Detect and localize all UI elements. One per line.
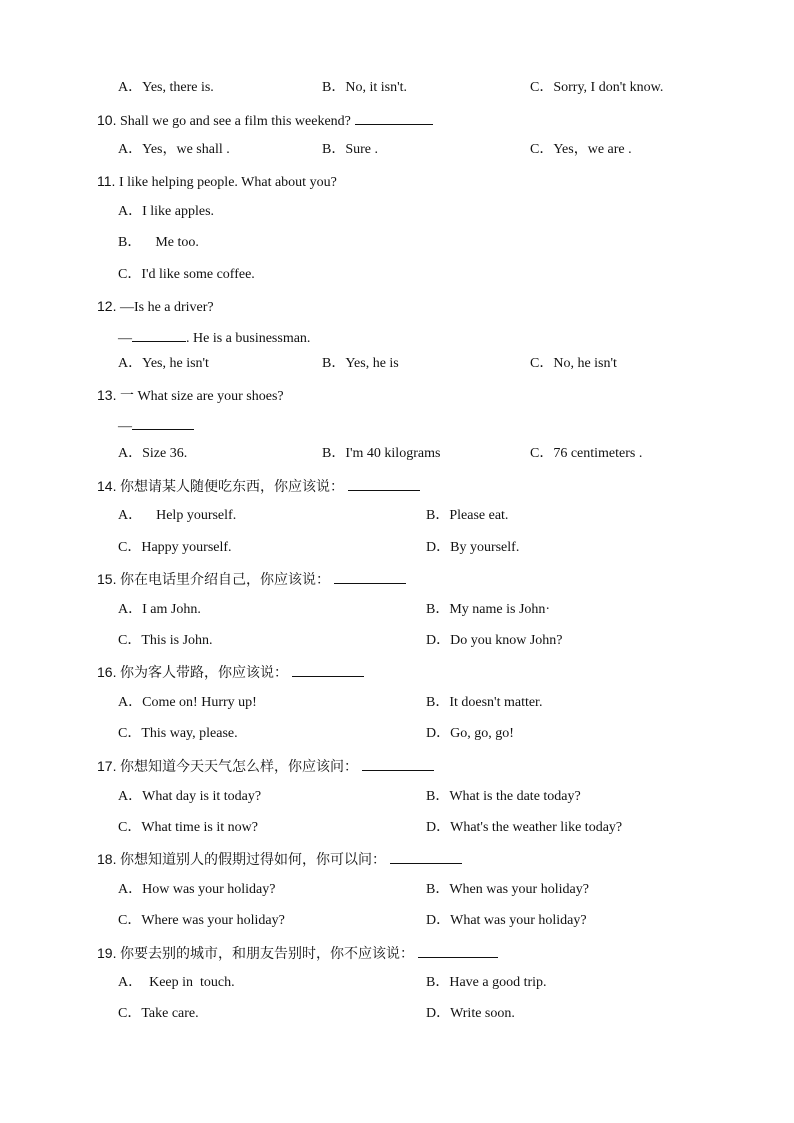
q13-option-b[interactable]: B．I'm 40 kilograms (322, 446, 441, 461)
q15-option-d[interactable]: D．Do you know John? (426, 633, 563, 648)
q17-option-c[interactable]: C．What time is it now? (118, 820, 258, 835)
question-text: 你想知道今天天气怎么样，你应该问： (119, 759, 358, 775)
question-number: 11. (97, 173, 116, 189)
q14-option-b[interactable]: B．Please eat. (426, 508, 509, 523)
question-text: 你想知道别人的假期过得如何，你可以问： (119, 852, 386, 868)
question-number: 19. (97, 945, 117, 961)
dash: — (118, 331, 132, 346)
q16-option-c[interactable]: C．This way, please. (118, 726, 238, 741)
answer-blank[interactable] (132, 415, 194, 430)
question-16 (97, 662, 364, 683)
q14-option-d[interactable]: D．By yourself. (426, 540, 520, 555)
question-11 (97, 172, 337, 192)
q15-option-a[interactable]: A．I am John. (118, 602, 201, 617)
response-text: . He is a businessman. (186, 331, 311, 346)
question-number: 17. (97, 758, 117, 774)
q17-option-a[interactable]: A．What day is it today? (118, 789, 262, 804)
answer-blank[interactable] (418, 943, 498, 958)
question-text: 你在电话里介绍自己，你应该说： (119, 572, 330, 588)
question-text: 你想请某人随便吃东西，你应该说： (119, 479, 344, 495)
q16-option-a[interactable]: A．Come on! Hurry up! (118, 695, 257, 710)
question-text: 你要去别的城市，和朋友告别时，你不应该说： (119, 946, 414, 962)
question-text: 一 What size are your shoes? (119, 389, 284, 404)
question-text: Shall we go and see a film this weekend? (119, 114, 351, 129)
question-text: I like helping people. What about you? (118, 175, 337, 190)
q19-option-a[interactable]: A． Keep in touch. (118, 975, 235, 990)
question-number: 10. (97, 112, 117, 128)
answer-blank[interactable] (348, 476, 420, 491)
q11-option-c[interactable]: C．I'd like some coffee. (118, 267, 255, 282)
q14-option-a[interactable]: A． Help yourself. (118, 508, 237, 523)
answer-blank[interactable] (132, 327, 186, 342)
answer-blank[interactable] (292, 662, 364, 677)
q13-option-c[interactable]: C．76 centimeters . (530, 446, 643, 461)
q10-option-b[interactable]: B．Sure . (322, 142, 378, 157)
q17-option-d[interactable]: D．What's the weather like today? (426, 820, 623, 835)
q10-option-c[interactable]: C．Yes，we are . (530, 142, 632, 157)
q12-option-b[interactable]: B．Yes, he is (322, 356, 399, 371)
q16-option-b[interactable]: B．It doesn't matter. (426, 695, 543, 710)
q16-option-d[interactable]: D．Go, go, go! (426, 726, 514, 741)
q14-option-c[interactable]: C．Happy yourself. (118, 540, 232, 555)
q19-option-c[interactable]: C．Take care. (118, 1006, 199, 1021)
question-17 (97, 756, 434, 777)
q18-option-a[interactable]: A．How was your holiday? (118, 882, 276, 897)
q9-option-b[interactable]: B．No, it isn't. (322, 80, 407, 95)
question-13 (97, 386, 284, 406)
answer-blank[interactable] (355, 110, 433, 125)
question-number: 12. (97, 298, 117, 314)
q13-option-a[interactable]: A．Size 36. (118, 446, 188, 461)
q10-option-a[interactable]: A．Yes，we shall . (118, 142, 230, 157)
question-12-response (118, 327, 310, 348)
q11-option-a[interactable]: A．I like apples. (118, 204, 215, 219)
question-18 (97, 849, 462, 870)
question-13-response (118, 415, 194, 436)
q15-option-c[interactable]: C．This is John. (118, 633, 213, 648)
q18-option-b[interactable]: B．When was your holiday? (426, 882, 589, 897)
question-10 (97, 110, 433, 131)
question-14 (97, 476, 420, 497)
q11-option-b[interactable]: B． Me too. (118, 235, 199, 250)
question-text: —Is he a driver? (119, 300, 214, 315)
answer-blank[interactable] (334, 569, 406, 584)
q18-option-d[interactable]: D．What was your holiday? (426, 913, 587, 928)
q17-option-b[interactable]: B．What is the date today? (426, 789, 581, 804)
question-12 (97, 297, 214, 317)
q19-option-d[interactable]: D．Write soon. (426, 1006, 515, 1021)
question-number: 13. (97, 387, 117, 403)
q12-option-a[interactable]: A．Yes, he isn't (118, 356, 209, 371)
question-number: 14. (97, 478, 117, 494)
question-19 (97, 943, 498, 964)
q9-option-a[interactable]: A．Yes, there is. (118, 80, 214, 95)
answer-blank[interactable] (362, 756, 434, 771)
question-text: 你为客人带路，你应该说： (119, 665, 288, 681)
question-number: 16. (97, 664, 117, 680)
answer-blank[interactable] (390, 849, 462, 864)
q19-option-b[interactable]: B．Have a good trip. (426, 975, 547, 990)
question-number: 15. (97, 571, 117, 587)
q15-option-b[interactable]: B．My name is John· (426, 602, 551, 617)
q12-option-c[interactable]: C．No, he isn't (530, 356, 617, 371)
dash: — (118, 419, 132, 434)
q9-option-c[interactable]: C．Sorry, I don't know. (530, 80, 664, 95)
question-number: 18. (97, 851, 117, 867)
q18-option-c[interactable]: C．Where was your holiday? (118, 913, 285, 928)
question-15 (97, 569, 406, 590)
